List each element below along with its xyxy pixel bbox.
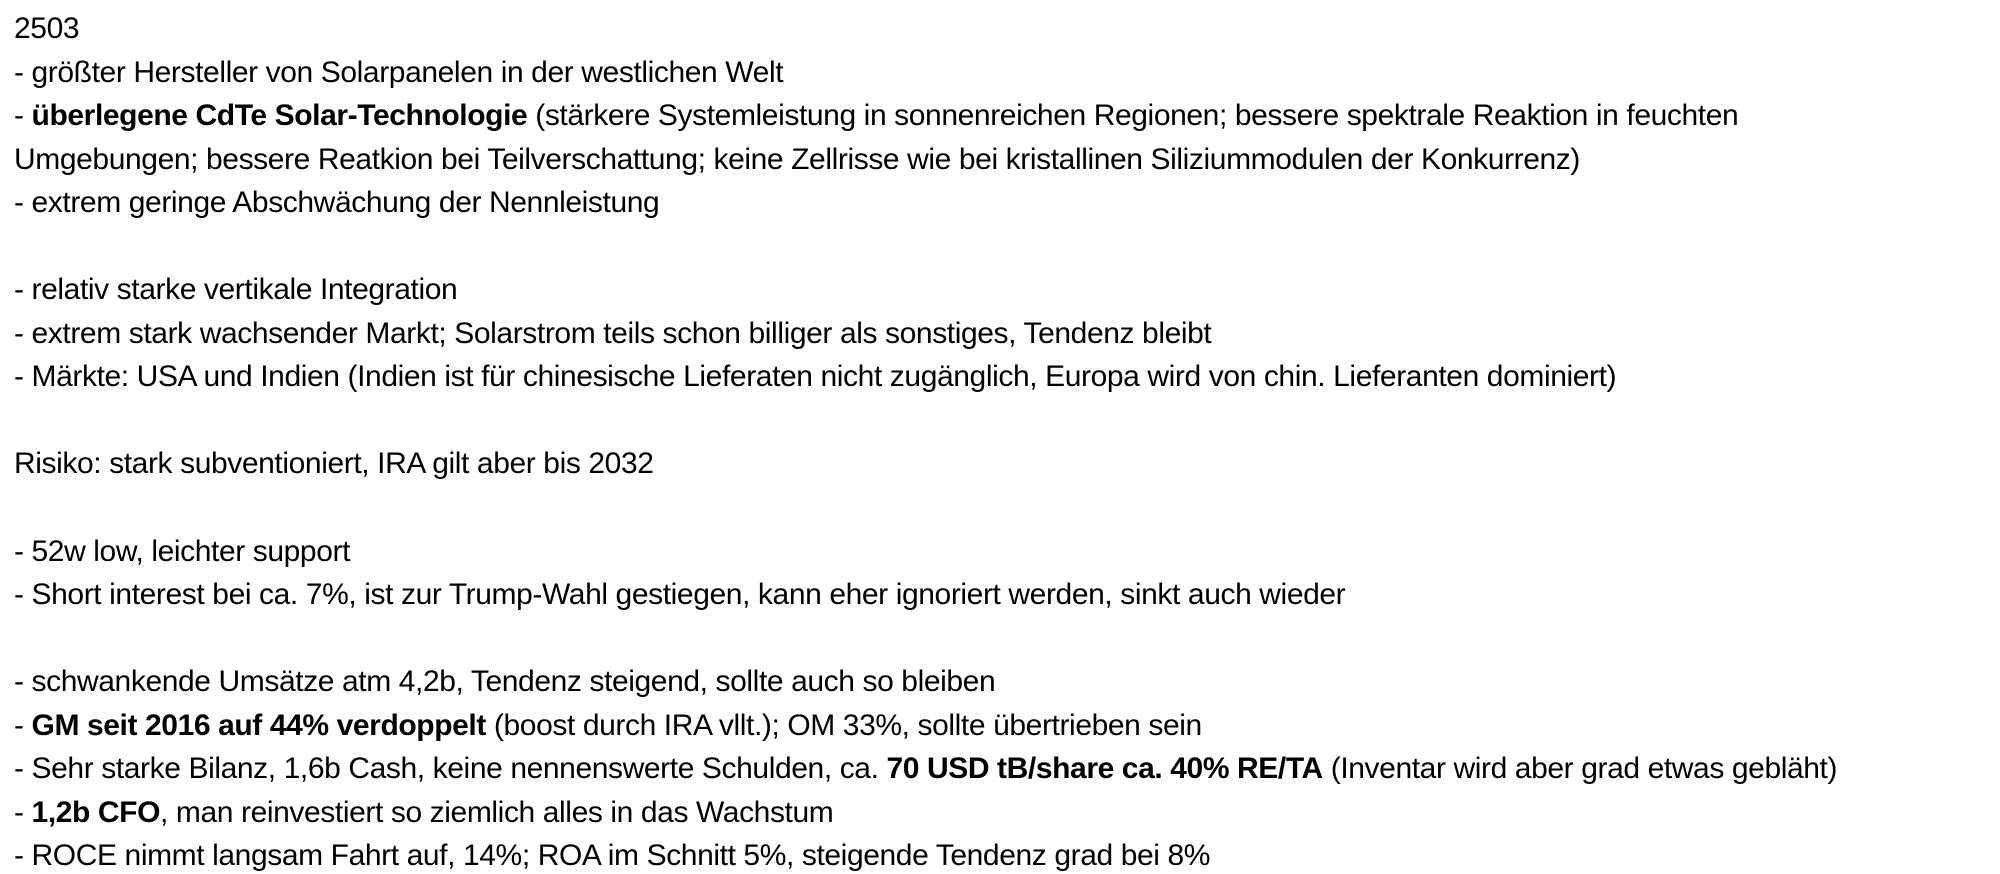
note-line <box>14 747 1990 791</box>
note-line <box>14 51 1990 95</box>
text-segment: - Sehr starke Bilanz, 1,6b Cash, keine nennenswerte Schulden, ca. <box>14 752 887 786</box>
text-segment: - Märkte: USA und Indien (Indien ist für chinesische Lieferaten nicht zugänglich, Europa wird von chin. Lieferanten dominiert) <box>14 360 1617 394</box>
bold-text-segment: 1,2b CFO <box>31 795 161 829</box>
text-segment: - extrem stark wachsender Markt; Solarstrom teils schon billiger als sonstiges, Tendenz bleibt <box>14 316 1212 350</box>
note-line <box>14 834 1990 874</box>
ticker-heading <box>14 7 1990 51</box>
text-segment: , man reinvestiert so ziemlich alles in das Wachstum <box>160 795 834 829</box>
text-segment: - extrem geringe Abschwächung der Nennleistung <box>14 186 660 220</box>
blank-line <box>14 225 1990 269</box>
blank-line <box>14 617 1990 661</box>
text-segment: Risiko: stark subventioniert, IRA gilt aber bis 2032 <box>14 447 654 481</box>
note-line <box>14 312 1990 356</box>
text-segment: - schwankende Umsätze atm 4,2b, Tendenz steigend, sollte auch so bleiben <box>14 665 996 699</box>
bold-text-segment: überlegene CdTe Solar-Technologie <box>31 99 528 133</box>
text-segment: - größter Hersteller von Solarpanelen in der westlichen Welt <box>14 55 784 89</box>
note-line <box>14 704 1990 748</box>
text-segment: - ROCE nimmt langsam Fahrt auf, 14%; ROA im Schnitt 5%, steigende Tendenz grad bei 8% <box>14 839 1211 873</box>
text-segment: - 52w low, leichter support <box>14 534 351 568</box>
risk-line <box>14 442 1990 486</box>
note-line <box>14 138 1990 182</box>
note-line <box>14 573 1990 617</box>
bold-text-segment: 70 USD tB/share ca. 40% RE/TA <box>886 752 1323 786</box>
text-segment: Umgebungen; bessere Reatkion bei Teilverschattung; keine Zellrisse wie bei kristallinen Siliziummodulen der Konkurrenz) <box>14 142 1580 176</box>
blank-line <box>14 486 1990 530</box>
note-line <box>14 268 1990 312</box>
note-line <box>14 530 1990 574</box>
bold-text-segment: GM seit 2016 auf 44% verdoppelt <box>31 708 486 742</box>
note-line <box>14 791 1990 835</box>
text-segment: (Inventar wird aber grad etwas gebläht) <box>1322 752 1838 786</box>
text-segment: - relativ starke vertikale Integration <box>14 273 458 307</box>
note-line <box>14 660 1990 704</box>
text-segment: - Short interest bei ca. 7%, ist zur Trump-Wahl gestiegen, kann eher ignoriert werden, sinkt auch wieder <box>14 578 1346 612</box>
text-segment: - <box>14 99 32 133</box>
blank-line <box>14 399 1990 443</box>
text-segment: (stärkere Systemleistung in sonnenreichen Regionen; bessere spektrale Reaktion in feuchten <box>527 99 1739 133</box>
text-segment: (boost durch IRA vllt.); OM 33%, sollte übertrieben sein <box>485 708 1202 742</box>
text-segment: - <box>14 708 32 742</box>
note-line <box>14 181 1990 225</box>
note-line <box>14 94 1990 138</box>
text-segment: - <box>14 795 32 829</box>
text-segment: 2503 <box>14 12 80 45</box>
note-line <box>14 355 1990 399</box>
